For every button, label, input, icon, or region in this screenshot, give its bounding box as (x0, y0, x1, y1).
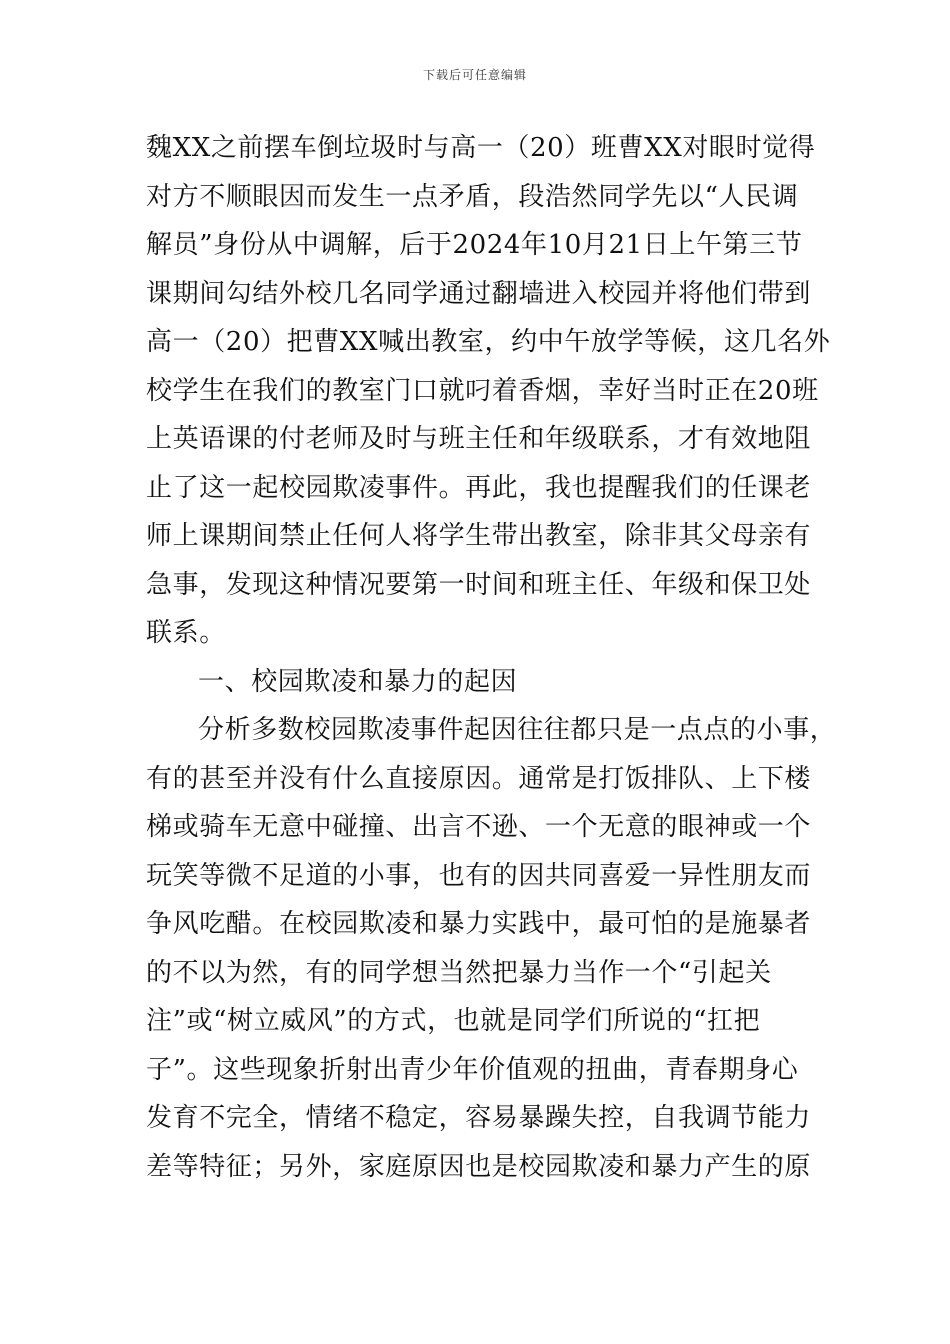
paragraph-line: 注”或“树立威风”的方式，也就是同学们所说的“扛把 (146, 1006, 761, 1036)
paragraph-line: 有的甚至并没有什么直接原因。通常是打饭排队、上下楼 (146, 763, 812, 794)
paragraph-line: 差等特征；另外，家庭原因也是校园欺凌和暴力产生的原 (146, 1151, 812, 1182)
paragraph-line: 止了这一起校园欺凌事件。再此，我也提醒我们的任课老 (146, 472, 812, 503)
paragraph-line: 上英语课的付老师及时与班主任和年级联系，才有效地阻 (146, 424, 812, 454)
paragraph-line: 争风吃醋。在校园欺凌和暴力实践中，最可怕的是施暴者 (146, 909, 812, 939)
paragraph-line: 急事，发现这种情况要第一时间和班主任、年级和保卫处 (146, 569, 812, 600)
paragraph-line: 的不以为然，有的同学想当然把暴力当作一个“引起关 (146, 957, 772, 988)
section-heading: 一、校园欺凌和暴力的起因 (198, 666, 518, 697)
paragraph-line: 分析多数校园欺凌事件起因往往都只是一点点的小事， (198, 715, 837, 745)
page-header: 下载后可任意编辑 (422, 68, 527, 82)
paragraph-line: 联系。 (146, 618, 226, 648)
paragraph-line: 发育不完全，情绪不稳定，容易暴躁失控，自我调节能力 (146, 1103, 812, 1133)
paragraph-line: 玩笑等微不足道的小事，也有的因共同喜爱一异性朋友而 (146, 860, 812, 891)
paragraph-line: 高一（20）把曹XX喊出教室，约中午放学等候，这几名外 (146, 327, 831, 357)
paragraph-line: 魏XX之前摆车倒垃圾时与高一（20）班曹XX对眼时觉得 (146, 133, 816, 163)
paragraph-line: 师上课期间禁止任何人将学生带出教室，除非其父母亲有 (146, 521, 812, 551)
paragraph-line: 梯或骑车无意中碰撞、出言不逊、一个无意的眼神或一个 (146, 812, 812, 842)
paragraph-line: 校学生在我们的教室门口就叼着香烟，幸好当时正在20班 (146, 375, 819, 406)
paragraph-line: 课期间勾结外校几名同学通过翻墙进入校园并将他们带到 (146, 278, 812, 309)
body-text (146, 124, 837, 1191)
paragraph-line: 解员”身份从中调解，后于2024年10月21日上午第三节 (146, 230, 803, 260)
paragraph-line: 对方不顺眼因而发生一点矛盾，段浩然同学先以“人民调 (146, 181, 799, 212)
paragraph-line: 子”。这些现象折射出青少年价值观的扭曲，青春期身心 (146, 1054, 799, 1085)
